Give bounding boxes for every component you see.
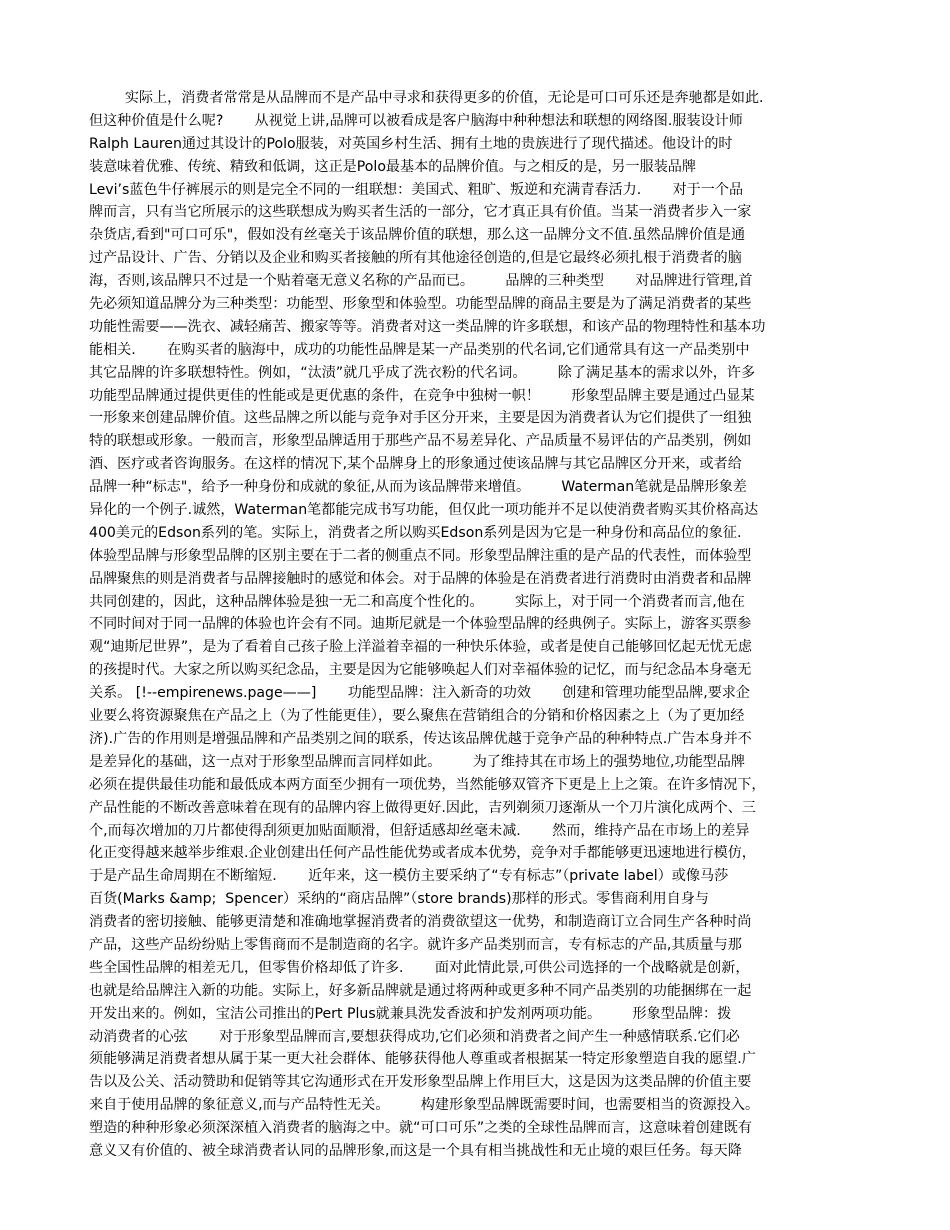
- text-line: 一形象来创建品牌价值。这些品牌之所以能与竞争对手区分开来，主要是因为消费者认为它们提供了一组独: [89, 410, 752, 427]
- text-line: 告以及公关、活动赞助和促销等其它沟通形式在开发形象型品牌上作用巨大，这是因为这类品牌的价值主要: [89, 1074, 752, 1091]
- text-line: 塑造的种种形象必须深深植入消费者的脑海之中。就“可口可乐”之类的全球性品牌而言，这意味着创建既有: [89, 1120, 752, 1137]
- text-line: 牌而言，只有当它所展示的这些联想成为购买者生活的一部分，它才真正具有价值。当某一消费者步入一家: [89, 204, 752, 221]
- text-line: 其它品牌的许多联想特性。例如，“汰渍”就几乎成了洗衣粉的代名词。 除了满足基本的需求以外，许多: [89, 364, 756, 381]
- text-line: 也就是给品牌注入新的功能。实际上，好多新品牌就是通过将两种或更多种不同产品类别的功能捆绑在一起: [89, 982, 752, 999]
- text-line: 须能够满足消费者想从属于某一更大社会群体、能够获得他人尊重或者根据某一特定形象塑造自我的愿望.广: [89, 1051, 756, 1068]
- text-line: 个,而每次增加的刀片都使得刮须更加贴面顺滑，但舒适感却丝毫未减. 然而，维持产品在市场上的差异: [89, 822, 750, 839]
- text-line: 来自于使用品牌的象征意义,而与产品特性无关。 构建形象型品牌既需要时间，也需要相当的资源投入。: [89, 1097, 760, 1114]
- text-line: 但这种价值是什么呢? 从视觉上讲,品牌可以被看成是客户脑海中种种想法和联想的网络图.服装设计师: [89, 112, 743, 129]
- text-line: 体验型品牌与形象型品牌的区别主要在于二者的侧重点不同。形象型品牌注重的是产品的代表性，而体验型: [89, 547, 752, 564]
- text-line: Levi’s蓝色牛仔裤展示的则是完全不同的一组联想：美国式、粗旷、叛逆和充满青春活力. 对于一个品: [89, 181, 744, 198]
- text-line: 功能性需要——洗衣、减轻痛苦、搬家等等。消费者对这一类品牌的许多联想，和该产品的物理特性和基本功: [89, 318, 766, 335]
- text-line: 杂货店,看到"可口可乐"，假如没有丝毫关于该品牌价值的联想，那么这一品牌分文不值.虽然品牌价值是通: [89, 227, 746, 244]
- text-line: Ralph Lauren通过其设计的Polo服装，对英国乡村生活、拥有土地的贵族进行了现代描述。他设计的时: [89, 135, 733, 152]
- text-line: 必须在提供最佳功能和最低成本两方面至少拥有一项优势，当然能够双管齐下更是上上之策。在许多情况下，: [89, 776, 766, 793]
- text-line: 装意味着优雅、传统、精致和低调，这正是Polo最基本的品牌价值。与之相反的是，另一服装品牌: [89, 158, 696, 175]
- text-line: 海，否则,该品牌只不过是一个贴着毫无意义名称的产品而已。 品牌的三种类型 对品牌进行管理,首: [89, 273, 753, 290]
- text-line: 百货(Marks &amp; Spencer）采纳的“商店品牌”（store brands)那样的形式。零售商利用自身与: [89, 891, 709, 908]
- text-line: 观“迪斯尼世界”，是为了看着自己孩子脸上洋溢着幸福的一种快乐体验，或者是使自己能够回忆起无忧无虑: [89, 639, 752, 656]
- text-line: 品牌聚焦的则是消费者与品牌接触时的感觉和体会。对于品牌的体验是在消费者进行消费时由消费者和品牌: [89, 570, 752, 587]
- text-line: 400美元的Edson系列的笔。实际上，消费者之所以购买Edson系列是因为它是一种身份和高品位的象征.: [89, 524, 742, 541]
- text-line: 意义又有价值的、被全球消费者认同的品牌形象,而这是一个具有相当挑战性和无止境的艰巨任务。每天降: [89, 1142, 742, 1159]
- document-body: [89, 87, 861, 1163]
- text-line: 动消费者的心弦 对于形象型品牌而言,要想获得成功,它们必须和消费者之间产生一种感情联系.它们必: [89, 1028, 740, 1045]
- text-line: 特的联想或形象。一般而言，形象型品牌适用于那些产品不易差异化、产品质量不易评估的产品类别，例如: [89, 433, 752, 450]
- text-line: 于是产品生命周期在不断缩短. 近年来，这一模仿主要采纳了“专有标志”（private label）或像马莎: [89, 868, 729, 885]
- text-line: 实际上，消费者常常是从品牌而不是产品中寻求和获得更多的价值，无论是可口可乐还是奔驰都是如此.: [89, 90, 764, 106]
- text-line: 济).广告的作用则是增强品牌和产品类别之间的联系，传达该品牌优越于竞争产品的种种特点.广告本身并不: [89, 730, 752, 747]
- text-line: 能相关. 在购买者的脑海中，成功的功能性品牌是某一产品类别的代名词,它们通常具有这一产品类别中: [89, 341, 750, 358]
- text-line: 些全国性品牌的相差无几，但零售价格却低了许多. 面对此情此景,可供公司选择的一个战略就是创新，: [89, 959, 750, 976]
- text-line: 是差异化的基础，这一点对于形象型品牌而言同样如此。 为了维持其在市场上的强势地位,功能型品牌: [89, 753, 745, 770]
- text-line: 产品性能的不断改善意味着在现有的品牌内容上做得更好.因此，吉列剃须刀逐渐从一个刀片演化成两个、三: [89, 799, 756, 816]
- text-line: 关系。 [!--empirenews.page——] 功能型品牌：注入新奇的功效 创建和管理功能型品牌,要求企: [89, 685, 750, 702]
- text-line: 先必须知道品牌分为三种类型：功能型、形象型和体验型。功能型品牌的商品主要是为了满足消费者的某些: [89, 296, 752, 313]
- text-line: 的孩提时代。大家之所以购买纪念品，主要是因为它能够唤起人们对幸福体验的记忆，而与纪念品本身毫无: [89, 662, 752, 679]
- text-line: 品牌一种“标志"，给予一种身份和成就的象征,从而为该品牌带来增值。 Waterman笔就是品牌形象差: [89, 479, 747, 496]
- text-line: 业要么将资源聚焦在产品之上（为了性能更佳），要么聚焦在营销组合的分销和价格因素之上（为了更加经: [89, 708, 745, 725]
- text-line: 产品，这些产品纷纷贴上零售商而不是制造商的名字。就许多产品类别而言，专有标志的产品,其质量与那: [89, 936, 742, 953]
- text-line: 酒、医疗或者咨询服务。在这样的情况下,某个品牌身上的形象通过使该品牌与其它品牌区分开来，或者给: [89, 456, 742, 473]
- text-line: 开发出来的。例如，宝洁公司推出的Pert Plus就兼具洗发香波和护发剂两项功能。 形象型品牌：拨: [89, 1005, 732, 1022]
- text-line: 异化的一个例子.诚然，Waterman笔都能完成书写功能，但仅此一项功能并不足以使消费者购买其价格高达: [89, 502, 759, 519]
- text-line: 过产品设计、广告、分销以及企业和购买者接触的所有其他途径创造的,但是它最终必须扎根于消费者的脑: [89, 250, 742, 267]
- text-line: 不同时间对于同一品牌的体验也许会有不同。迪斯尼就是一个体验型品牌的经典例子。实际上，游客买票参: [89, 616, 752, 633]
- text-line: 共同创建的，因此，这种品牌体验是独一无二和高度个性化的。 实际上，对于同一个消费者而言,他在: [89, 593, 745, 610]
- text-line: 功能型品牌通过提供更佳的性能或是更优惠的条件，在竞争中独树一帜！ 形象型品牌主要是通过凸显某: [89, 387, 755, 404]
- text-line: 消费者的密切接触、能够更清楚和准确地掌握消费者的消费欲望这一优势，和制造商订立合同生产各种时尚: [89, 914, 752, 931]
- text-line: 化正变得越来越举步维艰.企业创建出任何产品性能优势或者成本优势，竞争对手都能够更迅速地进行模仿，: [89, 845, 756, 862]
